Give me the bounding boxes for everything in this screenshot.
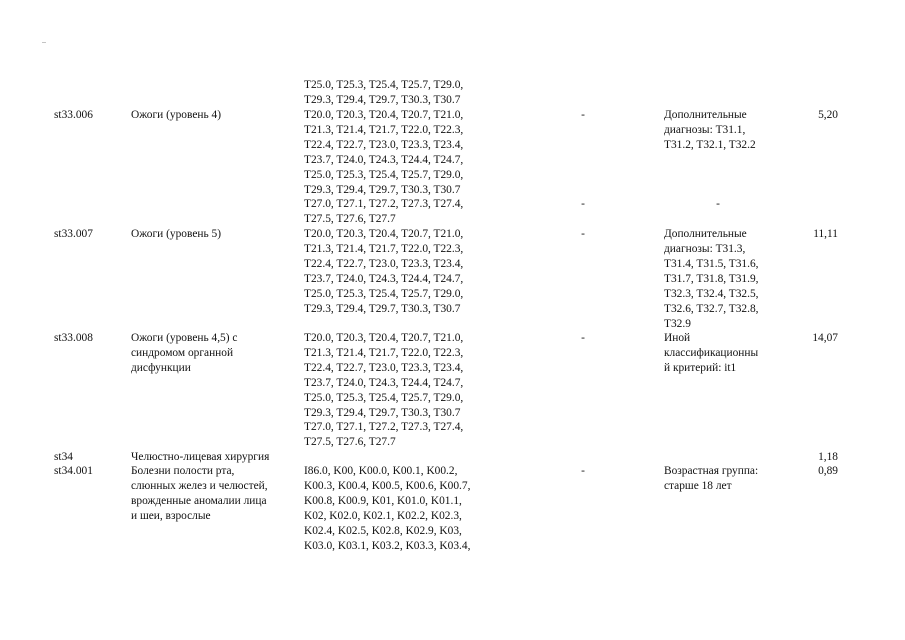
row-name: Ожоги (уровень 4,5) с — [131, 332, 238, 344]
row-dash: - — [581, 198, 585, 210]
code-line: K02, K02.0, K02.1, K02.2, K02.3, — [304, 510, 462, 522]
code-line: K00.8, K00.9, K01, K01.0, K01.1, — [304, 495, 462, 507]
criteria-line: диагнозы: T31.3, — [664, 243, 746, 255]
row-name: врожденные аномалии лица — [131, 495, 267, 507]
criteria-line: диагнозы: T31.1, — [664, 124, 746, 136]
row-code: st33.007 — [54, 228, 93, 240]
code-line: T27.5, T27.6, T27.7 — [304, 213, 396, 225]
criteria-line: Дополнительные — [664, 109, 747, 121]
code-line: K03.0, K03.1, K03.2, K03.3, K03.4, — [304, 540, 471, 552]
code-line: T29.3, T29.4, T29.7, T30.3, T30.7 — [304, 184, 461, 196]
code-line: T25.0, T25.3, T25.4, T25.7, T29.0, — [304, 169, 464, 181]
row-coefficient: 14,07 — [812, 332, 838, 344]
row-name: синдромом органной — [131, 347, 234, 359]
row-coefficient: 0,89 — [818, 465, 838, 477]
code-line: T21.3, T21.4, T21.7, T22.0, T22.3, — [304, 347, 464, 359]
row-name: Болезни полости рта, — [131, 465, 235, 477]
criteria-line: старше 18 лет — [664, 480, 732, 492]
code-line: T23.7, T24.0, T24.3, T24.4, T24.7, — [304, 273, 464, 285]
code-line: K02.4, K02.5, K02.8, K02.9, K03, — [304, 525, 462, 537]
criteria-line: T31.2, T32.1, T32.2 — [664, 139, 756, 151]
page-corner-mark: .. — [42, 36, 46, 45]
row-name: Ожоги (уровень 4) — [131, 109, 221, 121]
code-line: T20.0, T20.3, T20.4, T20.7, T21.0, — [304, 332, 464, 344]
criteria-line: Иной — [664, 332, 691, 344]
row-code: st33.006 — [54, 109, 93, 121]
code-line: T27.0, T27.1, T27.2, T27.3, T27.4, — [304, 421, 464, 433]
row-coefficient: 1,18 — [818, 451, 838, 463]
code-line: T27.5, T27.6, T27.7 — [304, 436, 396, 448]
row-name: слюнных желез и челюстей, — [131, 480, 268, 492]
code-line: T21.3, T21.4, T21.7, T22.0, T22.3, — [304, 243, 464, 255]
code-line: T29.3, T29.4, T29.7, T30.3, T30.7 — [304, 303, 461, 315]
row-code: st33.008 — [54, 332, 93, 344]
row-name: дисфункции — [131, 362, 191, 374]
code-line: T20.0, T20.3, T20.4, T20.7, T21.0, — [304, 228, 464, 240]
criteria-line: классификационны — [664, 347, 759, 359]
criteria-line: T31.7, T31.8, T31.9, — [664, 273, 759, 285]
code-line: T27.0, T27.1, T27.2, T27.3, T27.4, — [304, 198, 464, 210]
code-line: I86.0, K00, K00.0, K00.1, K00.2, — [304, 465, 458, 477]
code-line: T23.7, T24.0, T24.3, T24.4, T24.7, — [304, 154, 464, 166]
code-line: T20.0, T20.3, T20.4, T20.7, T21.0, — [304, 109, 464, 121]
code-line: T25.0, T25.3, T25.4, T25.7, T29.0, — [304, 79, 464, 91]
row-dash: - — [581, 228, 585, 240]
row-dash: - — [581, 465, 585, 477]
code-line: T22.4, T22.7, T23.0, T23.3, T23.4, — [304, 362, 464, 374]
code-line: T25.0, T25.3, T25.4, T25.7, T29.0, — [304, 392, 464, 404]
criteria-line: Дополнительные — [664, 228, 747, 240]
criteria-line: Возрастная группа: — [664, 465, 759, 477]
code-line: T23.7, T24.0, T24.3, T24.4, T24.7, — [304, 377, 464, 389]
criteria-line: T32.6, T32.7, T32.8, — [664, 303, 759, 315]
row-coefficient: 5,20 — [818, 109, 838, 121]
row-code: st34.001 — [54, 465, 93, 477]
criteria-line: T32.9 — [664, 318, 691, 330]
code-line: T29.3, T29.4, T29.7, T30.3, T30.7 — [304, 94, 461, 106]
criteria-line: й критерий: it1 — [664, 362, 737, 374]
code-line: T22.4, T22.7, T23.0, T23.3, T23.4, — [304, 258, 464, 270]
row-dash: - — [581, 109, 585, 121]
row-name: и шеи, взрослые — [131, 510, 211, 522]
code-line: K00.3, K00.4, K00.5, K00.6, K00.7, — [304, 480, 471, 492]
row-name: Ожоги (уровень 5) — [131, 228, 221, 240]
row-code: st34 — [54, 451, 73, 463]
row-dash: - — [581, 332, 585, 344]
row-coefficient: 11,11 — [813, 228, 838, 240]
code-line: T22.4, T22.7, T23.0, T23.3, T23.4, — [304, 139, 464, 151]
criteria-line: T31.4, T31.5, T31.6, — [664, 258, 759, 270]
code-line: T21.3, T21.4, T21.7, T22.0, T22.3, — [304, 124, 464, 136]
row-name: Челюстно-лицевая хирургия — [131, 451, 270, 463]
criteria-line: T32.3, T32.4, T32.5, — [664, 288, 759, 300]
code-line: T29.3, T29.4, T29.7, T30.3, T30.7 — [304, 407, 461, 419]
code-line: T25.0, T25.3, T25.4, T25.7, T29.0, — [304, 288, 464, 300]
criteria-dash: - — [716, 198, 720, 210]
